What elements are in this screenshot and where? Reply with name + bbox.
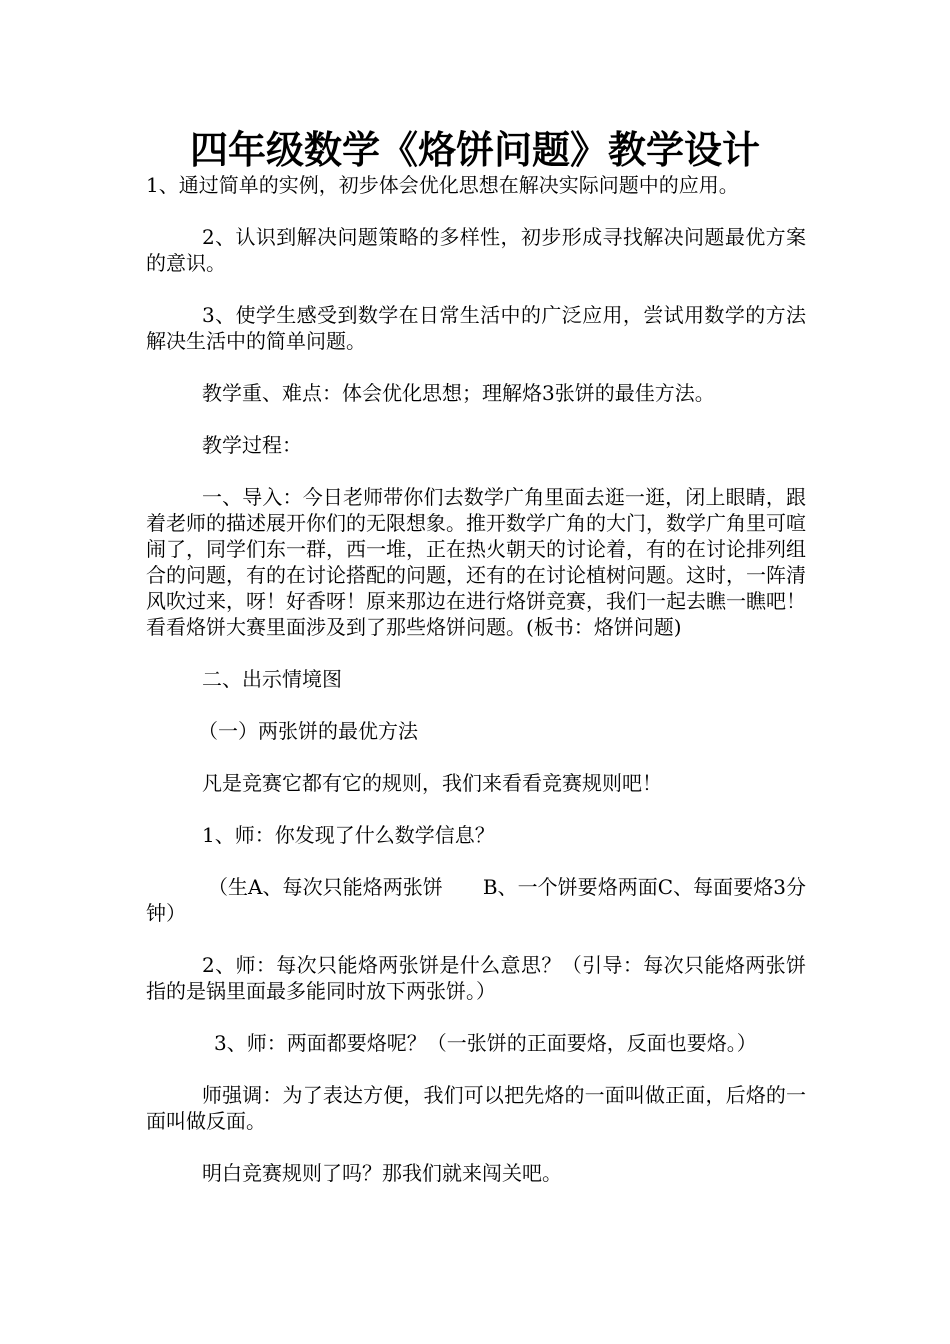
subsection-one-heading: （一）两张饼的最优方法 [198, 719, 418, 743]
objective-1: 1、通过简单的实例，初步体会优化思想在解决实际问题中的应用。 [146, 173, 739, 197]
key-points: 教学重、难点：体会优化思想；理解烙3张饼的最佳方法。 [202, 381, 715, 405]
question-1: 1、师：你发现了什么数学信息？ [202, 823, 495, 847]
section-two-heading: 二、出示情境图 [202, 667, 342, 691]
question-3: 3、师：两面都要烙呢？（一张饼的正面要烙，反面也要烙。） [214, 1031, 757, 1055]
document-title: 四年级数学《烙饼问题》教学设计 [189, 128, 760, 172]
process-heading: 教学过程： [202, 433, 302, 457]
question-2: 2、师：每次只能烙两张饼是什么意思？（引导：每次只能烙两张饼指的是锅里面最多能同时放下两张饼。） [146, 953, 806, 1003]
rules-intro: 凡是竞赛它都有它的规则，我们来看看竞赛规则吧！ [202, 771, 662, 795]
objective-2: 2、认识到解决问题策略的多样性，初步形成寻找解决问题最优方案的意识。 [146, 225, 806, 275]
introduction: 一、导入：今日老师带你们去数学广角里面去逛一逛，闭上眼睛，跟着老师的描述展开你们的无限想象。推开数学广角的大门，数学广角里可喧闹了，同学们东一群，西一堆，正在热火朝天的讨论着，有的在讨论排列组合的问题，有的在讨论搭配的问题，还有的在讨论植树问题。这时，一阵清风吹过来，呀！好香呀！原来那边在进行烙饼竞赛，我们一起去瞧一瞧吧！看看烙饼大赛里面涉及到了那些烙饼问题。(板书：烙饼问题) [146, 485, 806, 639]
document-body [146, 172, 806, 1186]
teacher-emphasis: 师强调：为了表达方便，我们可以把先烙的一面叫做正面，后烙的一面叫做反面。 [146, 1083, 806, 1133]
closing-line: 明白竞赛规则了吗？那我们就来闯关吧。 [202, 1161, 562, 1185]
objective-3: 3、使学生感受到数学在日常生活中的广泛应用，尝试用数学的方法解决生活中的简单问题。 [146, 303, 806, 353]
answer-1: （生A、每次只能烙两张饼 B、一个饼要烙两面C、每面要烙3分钟） [146, 875, 806, 925]
